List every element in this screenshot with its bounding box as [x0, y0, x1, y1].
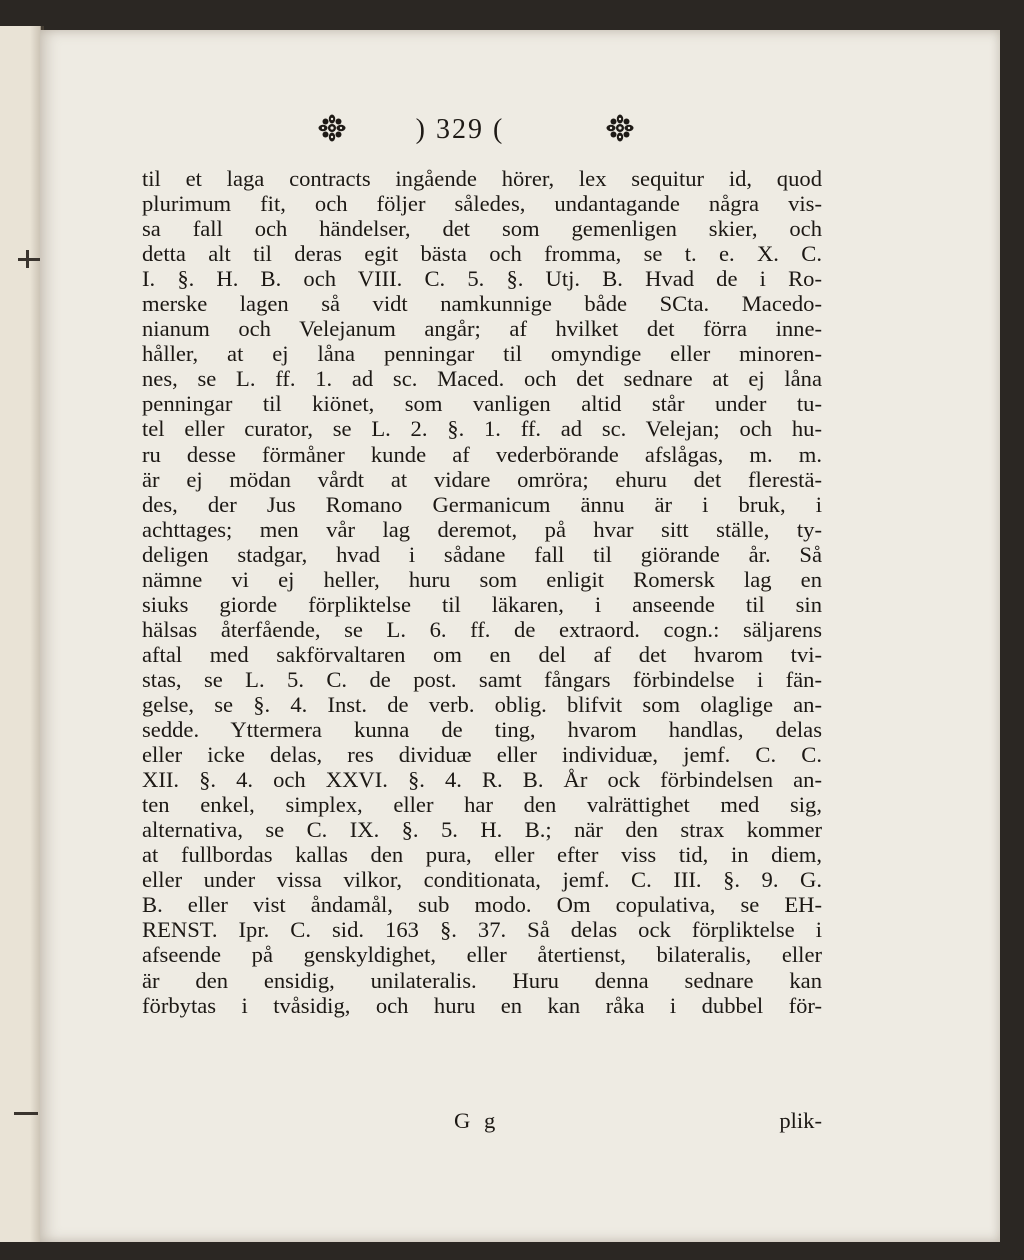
text-line: nämne vi ej heller, huru som enligit Romersk lag en	[142, 566, 822, 592]
margin-mark	[14, 1112, 38, 1115]
catchword: plik-	[779, 1108, 822, 1133]
text-line: aftal med sakförvaltaren om en del af det hvarom tvi-	[142, 641, 822, 667]
text-line: nianum och Velejanum angår; af hvilket det förra inne-	[142, 316, 822, 342]
text-line: sedde. Yttermera kunna de ting, hvarom handlas, delas	[142, 717, 822, 743]
text-line: gelse, se §. 4. Inst. de verb. oblig. blifvit som olaglige an-	[142, 691, 822, 717]
margin-mark	[18, 258, 40, 261]
text-line: at fullbordas kallas den pura, eller efter viss tid, in diem,	[142, 842, 822, 868]
page-number: ) 329 (	[415, 114, 505, 145]
text-line: förbytas i tvåsidig, och huru en kan råka i dubbel för-	[142, 992, 822, 1018]
text-line: ru desse förmåner kunde af vederbörande afslågas, m. m.	[142, 441, 822, 467]
text-line: deligen stadgar, hvad i sådane fall til giörande år. Så	[142, 541, 822, 567]
text-line: sa fall och händelser, det som gemenligen skier, och	[142, 216, 822, 242]
text-line: eller under vissa vilkor, conditionata, jemf. C. III. §. 9. G.	[142, 867, 822, 893]
ornament-icon	[318, 114, 346, 142]
body-text	[142, 166, 822, 1018]
scan-border-right	[1000, 30, 1024, 1242]
text-line: håller, at ej låna penningar til omyndige eller minoren-	[142, 341, 822, 367]
text-line: tel eller curator, se L. 2. §. 1. ff. ad sc. Velejan; och hu-	[142, 416, 822, 442]
text-line: achttages; men vår lag deremot, på hvar sitt ställe, ty-	[142, 516, 822, 542]
text-line: XII. §. 4. och XXVI. §. 4. R. B. År ock förbindelsen an-	[142, 767, 822, 793]
text-line: merske lagen så vidt namkunnige både SCta. Macedo-	[142, 291, 822, 317]
text-line: hälsas återfående, se L. 6. ff. de extraord. cogn.: säljarens	[142, 616, 822, 642]
text-line: des, der Jus Romano Germanicum ännu är i bruk, i	[142, 491, 822, 517]
text-line: penningar til kiönet, som vanligen altid står under tu-	[142, 391, 822, 417]
text-line: B. eller vist åndamål, sub modo. Om copulativa, se EH-	[142, 892, 822, 918]
margin-mark	[26, 250, 29, 268]
text-line: afseende på genskyldighet, eller återtienst, bilateralis, eller	[142, 942, 822, 968]
text-line: ten enkel, simplex, eller har den valrättighet med sig,	[142, 792, 822, 818]
text-line: detta alt til deras egit bästa och fromma, se t. e. X. C.	[142, 241, 822, 267]
text-line: RENST. Ipr. C. sid. 163 §. 37. Så delas ock förpliktelse i	[142, 917, 822, 943]
text-line: är ej mödan vårdt at vidare omröra; ehuru det flerestä-	[142, 466, 822, 492]
page-footer	[142, 1107, 822, 1135]
text-line: nes, se L. ff. 1. ad sc. Maced. och det sednare at ej låna	[142, 366, 822, 392]
text-line: I. §. H. B. och VIII. C. 5. §. Utj. B. Hvad de i Ro-	[142, 266, 822, 292]
text-line: til et laga contracts ingående hörer, lex sequitur id, quod	[142, 166, 822, 191]
text-line: stas, se L. 5. C. de post. samt fångars förbindelse i fän-	[142, 666, 822, 692]
text-line: plurimum fit, och följer således, undantagande några vis-	[142, 191, 822, 217]
scan-border-bottom	[0, 1242, 1024, 1260]
text-line: siuks giorde förpliktelse til läkaren, i anseende til sin	[142, 591, 822, 617]
ornament-icon	[606, 114, 634, 142]
text-line: är den ensidig, unilateralis. Huru denna sednare kan	[142, 967, 822, 993]
text-line: alternativa, se C. IX. §. 5. H. B.; när den strax kommer	[142, 817, 822, 843]
signature-mark: G g	[454, 1108, 500, 1133]
text-line: eller icke delas, res dividuæ eller individuæ, jemf. C. C.	[142, 742, 822, 768]
